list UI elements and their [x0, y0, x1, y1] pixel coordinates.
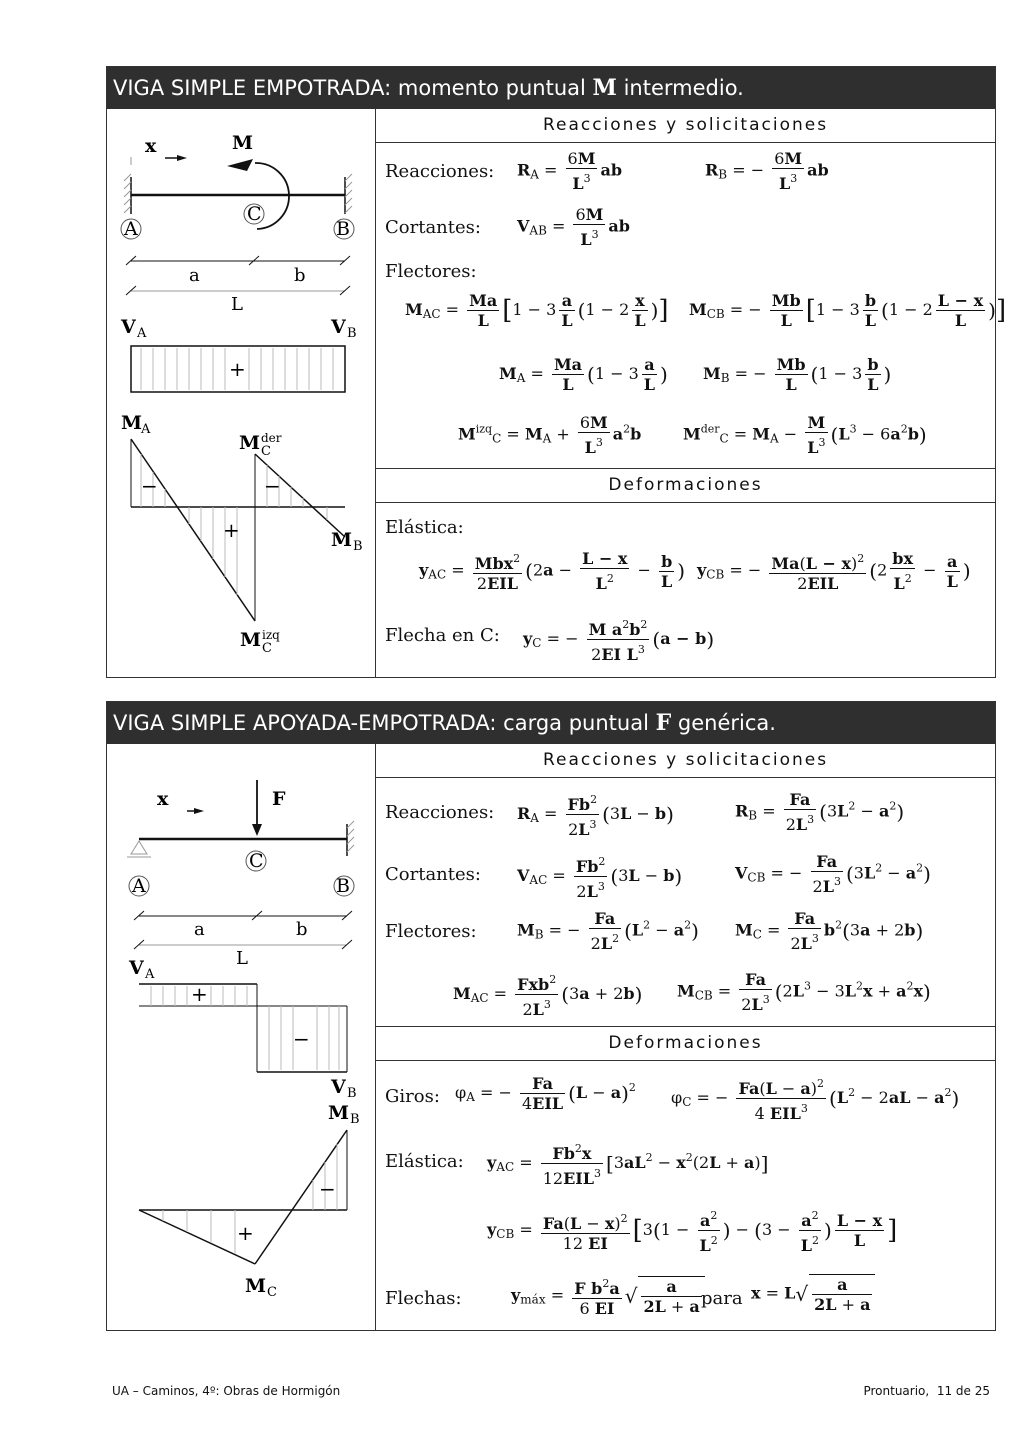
formula-mcb: MCB = − $\frac{Mb}{L}$ [1 − 3 $\frac{b}{L}$ (1 − 2 $\frac{L - x}{L}$ )] [689, 291, 1007, 330]
svg-text:L: L [236, 948, 248, 969]
svg-text:−: − [293, 1027, 310, 1051]
formula-mc-izq: $M^{izq}C$ = MA + $\frac{6M}{L^3}$ $a^2b$ [458, 413, 642, 457]
formula-yac: yAC = Fb$^2$x 12EIL$^3$ $[3aL^2 - x^2(2L + a)]$ [487, 1139, 768, 1188]
beam-diagram-panel [107, 744, 376, 1330]
svg-text:M: M [240, 629, 262, 651]
svg-text:M: M [328, 1102, 350, 1124]
formula-vac: VAC = $\frac{Fb^2}{2L^3}$ (3L − b) [517, 852, 682, 901]
formula-vab: VAB = $\frac{6M}{L^3}$ ab [517, 205, 630, 249]
svg-text:M: M [245, 1275, 267, 1297]
svg-text:der: der [261, 431, 282, 445]
formulas-panel: Reacciones y solicitaciones Reacciones: RA = $\frac{Fb^2}{2L^3}$ (3L − b) RB = $\frac{Fa}{2L^3}$ $(3L^2 - a^2)$ Cortantes: VAC = $\frac{Fb^2}{2L^3}$ (3L − b) VCB = − $\frac{Fa}{2L^3}$ $(3L^2 - a^2)$ Flectores: MB = − $\frac{Fa}{2L^2}$ $(L^2 - a^2)$ MC = $\frac{Fa}{2L^3}$ $b^2(3a + 2b)$ MAC = Fxb$^2$ $2L^3$ (3a + 2b) MCB = $\frac{Fa}{2L^3}$ $(2L^3 - 3L^2x + a^2x)$ Deformaciones Giros: φA = − Fa 4EIL $(L - a)^2$ φC = − $Fa(L - a)^2$ 4 EIL$^3$ $(L^2 - 2aL - a^2)$ Elástica: yAC = Fb$^2$x 12EIL$^3$ $[3aL^2 - x^2(2L + a)]$ yCB = $\frac{Fa(L - x)^2}{12 EI}$ [3(1 − $\frac{a^2}{L^2}$ ) − (3 − $\frac{a^2}{L^2}$ ) $\frac{L - x}{L}$ ] Flechas: ymáx = $\frac{F b^2a}{6 EI}$ √ $\frac{a}{2L + a}$ para x = L√ $\frac{a}{2L + a}$ [376, 744, 995, 1330]
formula-ycb: yCB = $\frac{Fa(L - x)^2}{12 EI}$ [3(1 − $\frac{a^2}{L^2}$ ) − (3 − $\frac{a^2}{L^2}$ ) $\frac{L - x}{L}$ ] [487, 1206, 897, 1255]
formula-ma: MA = $\frac{Ma}{L}$ (1 − 3 $\frac{a}{L}$ ) [499, 355, 668, 394]
svg-text:B: B [347, 326, 357, 341]
svg-text:+: + [223, 518, 240, 542]
svg-text:−: − [141, 474, 158, 498]
point-b-label: B [336, 218, 350, 240]
svg-text:B: B [350, 1112, 360, 1127]
formula-mb: MB = − $\frac{Fa}{2L^2}$ $(L^2 - a^2)$ [517, 909, 699, 953]
section-viga-apoyada-empotrada [106, 701, 996, 1331]
bar-deformaciones: Deformaciones [376, 1026, 995, 1061]
svg-text:−: − [319, 1177, 336, 1201]
bar-deformaciones: Deformaciones [376, 468, 995, 503]
svg-text:izq: izq [262, 628, 280, 642]
svg-text:+: + [237, 1221, 254, 1245]
x-axis-label: x [145, 135, 157, 157]
x-axis-label: x [157, 788, 169, 810]
svg-text:L: L [231, 294, 243, 315]
formula-phi-a: φA = − Fa 4EIL $(L - a)^2$ [455, 1074, 636, 1113]
svg-text:a: a [189, 265, 200, 286]
formula-mc-der: $M^{der}C$ = MA − $\frac{M}{L^3}$ $(L^3 - 6a^2b)$ [683, 413, 927, 457]
section-title: VIGA SIMPLE APOYADA-EMPOTRADA: carga puntual F genérica. [107, 702, 995, 744]
svg-text:M: M [121, 412, 143, 434]
svg-text:A: A [137, 326, 147, 341]
svg-text:C: C [261, 444, 271, 459]
formula-ra: RA = $\frac{Fb^2}{2L^3}$ (3L − b) [517, 790, 674, 839]
svg-text:A: A [141, 422, 151, 437]
beam-diagram [107, 744, 375, 1330]
beam-diagram-panel [107, 109, 376, 677]
svg-text:V: V [121, 316, 136, 338]
svg-text:C: C [267, 1285, 277, 1300]
svg-text:B: B [353, 539, 363, 554]
formula-x-max: x = L√ $\frac{a}{2L + a}$ [751, 1274, 875, 1314]
formula-mac: MAC = Fxb$^2$ $2L^3$ (3a + 2b) [453, 970, 642, 1019]
svg-text:V: V [129, 957, 144, 979]
svg-text:+: + [229, 357, 246, 381]
svg-text:B: B [347, 1086, 357, 1101]
svg-text:C: C [262, 641, 272, 656]
svg-text:b: b [294, 265, 306, 286]
svg-text:−: − [264, 474, 281, 498]
svg-text:b: b [296, 919, 308, 940]
svg-text:V: V [331, 1076, 346, 1098]
formula-y-max: ymáx = $\frac{F b^2a}{6 EI}$ √ $\frac{a}{2L + a}$ [511, 1274, 705, 1318]
load-label: F [272, 788, 286, 810]
formula-mcb: MCB = $\frac{Fa}{2L^3}$ $(2L^3 - 3L^2x + a^2x)$ [677, 970, 931, 1014]
svg-text:M: M [331, 529, 353, 551]
svg-text:+: + [191, 982, 208, 1006]
formula-ycb: yCB = − $Ma(L - x)^2$ 2EIL (2 $\frac{bx}{L^2}$ − $\frac{a}{L}$ ) [697, 549, 971, 593]
beam-diagram [107, 109, 375, 677]
bar-reacciones: Reacciones y solicitaciones [376, 744, 995, 778]
point-b-label: B [336, 875, 350, 897]
formula-vcb: VCB = − $\frac{Fa}{2L^3}$ $(3L^2 - a^2)$ [735, 852, 931, 896]
section-viga-empotrada [106, 66, 1007, 678]
formula-yac: yAC = Mbx$^2$ 2EIL (2a − $\frac{L - x}{L^2}$ − $\frac{b}{L}$ ) [419, 549, 686, 593]
svg-text:M: M [239, 432, 261, 454]
svg-text:V: V [331, 316, 346, 338]
formula-yc: yC = − $\frac{M a^2b^2}{2EI L^3}$ (a − b) [523, 615, 714, 664]
formula-mb: MB = − $\frac{Mb}{L}$ (1 − 3 $\frac{b}{L}$ ) [703, 355, 892, 394]
formulas-panel: Reacciones y solicitaciones Reacciones: RA = $\frac{6M}{L^3}$ ab RB = − $\frac{6M}{L^3}$ ab Cortantes: VAB = $\frac{6M}{L^3}$ ab Flectores: MAC = $\frac{Ma}{L}$ [1 − 3 $\frac{a}{L}$ (1 − 2 $\frac{x}{L}$ )] MCB = − $\frac{Mb}{L}$ [1 − 3 $\frac{b}{L}$ (1 − 2 $\frac{L - x}{L}$ )] MA = $\frac{Ma}{L}$ (1 − 3 $\frac{a}{L}$ ) MB = − $\frac{Mb}{L}$ (1 − 3 $\frac{b}{L}$ ) $M^{izq}C$ = MA + $\frac{6M}{L^3}$ $a^2b$ $M^{der}C$ = MA − $\frac{M}{L^3}$ $(L^3 - 6a^2b)$ Deformaciones Elástica: yAC = Mbx$^2$ 2EIL (2a − $\frac{L - x}{L^2}$ − $\frac{b}{L}$ ) yCB = − $Ma(L - x)^2$ 2EIL (2 $\frac{bx}{L^2}$ − $\frac{a}{L}$ ) Flecha en C: yC = − $\frac{M a^2b^2}{2EI L^3}$ (a − b) [376, 109, 995, 677]
formula-mc: MC = $\frac{Fa}{2L^3}$ $b^2(3a + 2b)$ [735, 909, 924, 953]
formula-mac: MAC = $\frac{Ma}{L}$ [1 − 3 $\frac{a}{L}$ (1 − 2 $\frac{x}{L}$ )] [405, 291, 669, 330]
point-a-label: A [132, 875, 146, 897]
bar-reacciones: Reacciones y solicitaciones [376, 109, 995, 143]
point-c-label: C [249, 850, 264, 872]
formula-phi-c: φC = − $Fa(L - a)^2$ 4 EIL$^3$ $(L^2 - 2aL - a^2)$ [671, 1074, 959, 1123]
moment-label: M [232, 132, 254, 154]
formula-ra: RA = $\frac{6M}{L^3}$ ab [517, 149, 623, 193]
section-title: VIGA SIMPLE EMPOTRADA: momento puntual M intermedio. [107, 67, 995, 109]
footer-right: Prontuario, 11 de 25 [863, 1384, 990, 1398]
point-a-label: A [124, 218, 138, 240]
svg-text:A: A [145, 967, 155, 982]
formula-rb: RB = − $\frac{6M}{L^3}$ ab [705, 149, 829, 193]
svg-text:a: a [194, 919, 205, 940]
point-c-label: C [247, 203, 262, 225]
footer-left: UA – Caminos, 4º: Obras de Hormigón [112, 1384, 341, 1398]
formula-rb: RB = $\frac{Fa}{2L^3}$ $(3L^2 - a^2)$ [735, 790, 905, 834]
